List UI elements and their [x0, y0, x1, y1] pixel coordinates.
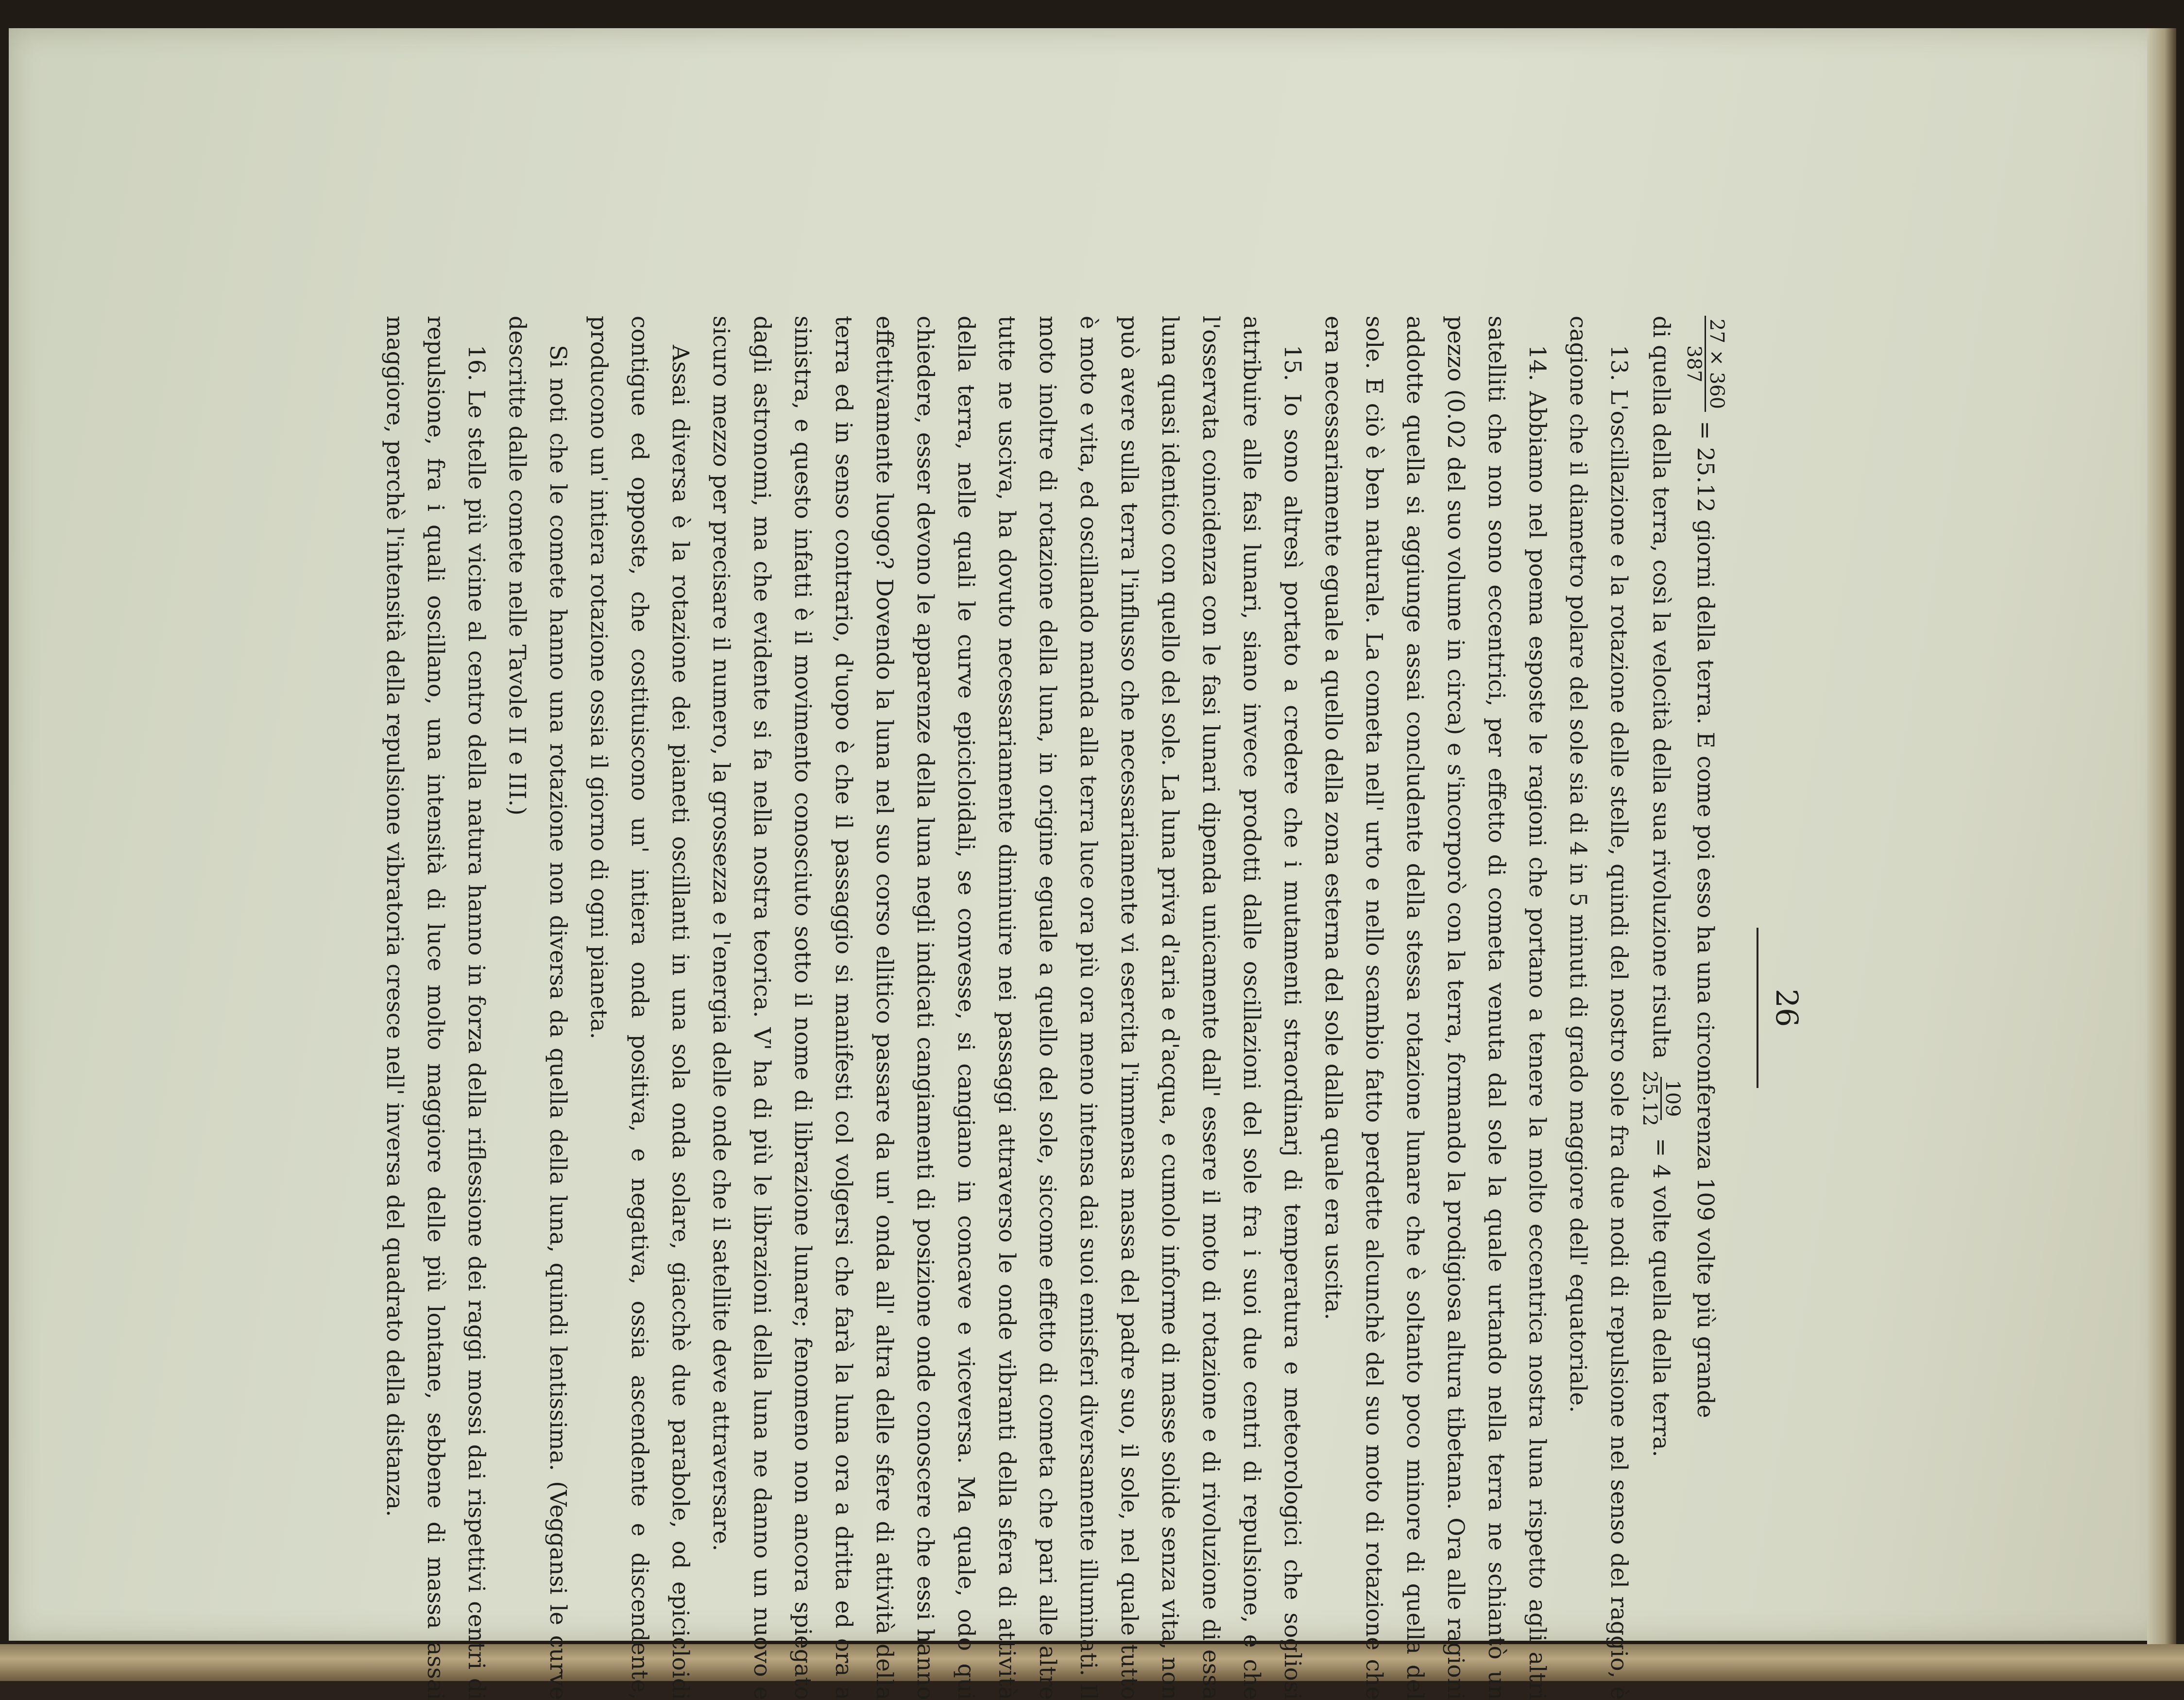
paragraph-13: 13. L'oscillazione e la rotazione delle stelle, quindi del nostro sole fra due nodi di repulsione nel senso del raggio, è cagione che il diametro polare del sole sia di 4 in 5 minuti di grado maggiore dell' equatoriale.	[1565, 316, 1632, 1700]
ratio-fraction	[1639, 1068, 1683, 1129]
ratio-denominator: 25.12	[1638, 1071, 1661, 1126]
page-number-rule	[1757, 928, 1758, 1088]
paragraph-comets: Si noti che le comete hanno una rotazione non diversa da quella della luna, quindi lentissima. (Veggansi le curve descritte dalle comete nelle Tavole II e III.)	[504, 316, 571, 1700]
paragraph-14: 14. Abbiamo nel poema esposte le ragioni che portano a tenere la molto eccentrica nostra luna rispetto agli altri satelliti che non sono eccentrici, per effetto di cometa venuta dal sole la quale urtando nella terra ne schiantò un pezzo (0.02 del suo volume in circa) e s'incorporò con la terra, formando la prodigiosa altura tibetana. Ora alle ragioni addotte quella si aggiunge assai concludente della stessa rotazione lunare che è soltanto poco minore di quella del sole. E ciò è ben naturale. La cometa nell' urto e nello scambio fatto perdette alcunchè del suo moto di rotazione che era necessariamente eguale a quello della zona esterna del sole dalla quale era uscita.	[1320, 316, 1551, 1700]
paragraph-rotation: Assai diversa è la rotazione dei pianeti oscillanti in una sola onda solare, giacchè due parabole, od epicicloidi contigue ed opposte, che costituiscono un' intiera onda positiva, e negativa, ossia ascendente e discendente, producono un' intiera rotazione ossia il giorno di ogni pianeta.	[585, 316, 694, 1700]
page-edge-right	[2147, 28, 2176, 1646]
page-number: 26	[1769, 988, 1805, 1027]
ratio-line	[1639, 316, 1683, 1700]
formula-line	[1683, 316, 1727, 1700]
paragraph-16: 16. Le stelle più vicine al centro della natura hanno in forza della riflessione dei raggi mossi dai rispettivi centri di repulsione, fra i quali oscillano, una intensità di luce molto maggiore delle più lontane, sebbene di massa assai maggiore, perchè l'intensità della repulsione vibratoria cresce nell' inversa del quadrato della distanza.	[381, 316, 490, 1700]
ratio-text-after: = 4 volte quella della terra.	[1648, 1138, 1675, 1458]
fraction-numerator: 27 × 360	[1705, 316, 1727, 412]
ratio-text-before: di quella della terra, così la velocità della sua rivoluzione risulta	[1648, 316, 1675, 1059]
formula-text: = 25.12 giorni della terra. E come poi esso ha una circonferenza 109 volte più grande	[1692, 421, 1719, 1418]
fraction	[1683, 316, 1727, 412]
fraction-denominator: 387	[1683, 345, 1705, 383]
paragraph-15: 15. Io sono altresì portato a credere che i mutamenti straordinarj di temperatura e meteorologici che sogliosi attribuire alle fasi lunari, siano invece prodotti dalle oscillazioni del sole fra i suoi due centri di repulsione, e che l'osservata coincidenza con le fasi lunari dipenda unicamente dall' essere il moto di rotazione e di rivoluzione di essa luna quasi identico con quello del sole. La luna priva d'aria e d'acqua, e cumolo informe di masse solide senza vita, non può avere sulla terra l'influsso che necessariamente vi esercita l'immensa massa del padre suo, il sole, nel quale tutto è moto e vita, ed oscillando manda alla terra luce ora più ora meno intensa dai suoi emisferi diversamente illuminati. Il moto inoltre di rotazione della luna, in origine eguale a quello del sole, siccome effetto di cometa che pari alle altre tutte ne usciva, ha dovuto necessariamente diminuire nei passaggi attraverso le onde vibranti della sfera di attività della terra, nelle quali le curve epicicloidali, se convesse, si cangiano in concave e viceversa. Ma quale, odo qui chiedere, esser devono le apparenze della luna negli indicati cangiamenti di posizione onde conoscere che essi hanno effettivamente luogo? Dovendo la luna nel suo corso ellitico passare da un' onda all' altra delle sfere di attività della terra ed in senso contrario, d'uopo è che il passaggio si manifesti col volgersi che farà la luna ora a dritta ed ora a sinistra, e questo infatti è il movimento conosciuto sotto il nome di librazione lunare; fenomeno non ancora spiegato dagli astronomi, ma che evidente si fa nella nostra teorica. V' ha di più le librazioni della luna ne danno un nuovo e sicuro mezzo per precisare il numero, la grossezza e l'energia delle onde che il satellite deve attraversare.	[708, 316, 1306, 1700]
page-text-block	[214, 316, 1807, 1700]
ratio-numerator: 109	[1660, 1077, 1683, 1120]
